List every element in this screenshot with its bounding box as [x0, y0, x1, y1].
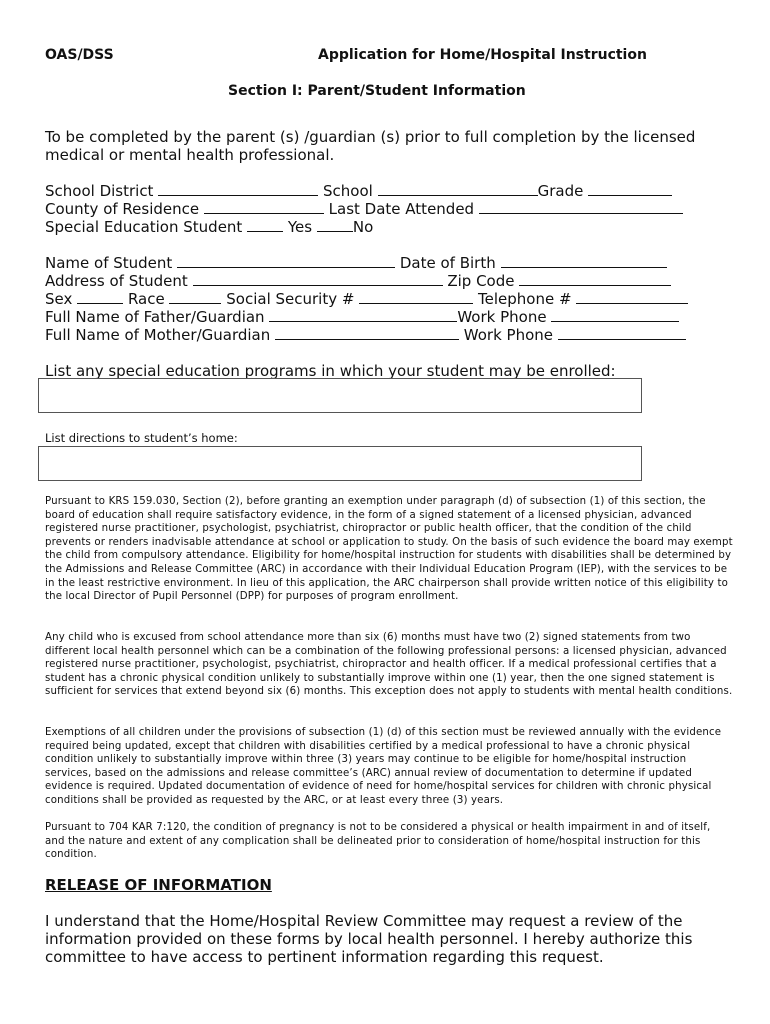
dob-label: Date of Birth: [399, 254, 496, 272]
release-text: I understand that the Home/Hospital Review Committee may request a review of the information provided on these forms by local health personnel. I hereby authorize this committee to have access to pertinent information regarding this request.: [45, 912, 693, 966]
row-mother: [45, 325, 686, 344]
legal-paragraph-1: Pursuant to KRS 159.030, Section (2), before granting an exemption under paragraph (d) of subsection (1) of this section, the board of education shall require satisfactory evidence, in the form of a signed statement of a licensed physician, advanced registered nurse practitioner, psychologist, psychiatrist, chiropractor or public health officer, that the condition of the child prevents or renders inadvisable attendance at school or application to study. On the basis of such evidence the board may exempt the child from compulsory attendance. Eligibility for home/hospital instruction for students with disabilities shall be determined by the Admissions and Release Committee (ARC) in accordance with their Individual Education Program (IEP), with the services to be in the least restrictive environment. In lieu of this application, the ARC chairperson shall provide written notice of this eligibility to the local Director of Pupil Personnel (DPP) for purposes of program enrollment.: [45, 496, 733, 603]
school-district-label: School District: [45, 182, 154, 200]
directions-box[interactable]: [38, 446, 642, 481]
school-district-blank[interactable]: [158, 181, 318, 196]
race-label: Race: [127, 290, 165, 308]
student-name-blank[interactable]: [177, 253, 395, 268]
dob-blank[interactable]: [501, 253, 667, 268]
legal-paragraph-3: Exemptions of all children under the provisions of subsection (1) (d) of this section must be reviewed annually with the evidence required being updated, except that children with disabilities certified by a medical professional to have a chronic physical condition unlikely to substantially improve within three (3) years may continue to be eligible for home/hospital instruction services, based on the admissions and release committee’s (ARC) annual review of documentation to determine if updated evidence is required. Updated documentation of evidence of need for home/hospital services for children with chronic physical conditions shall be provided as requested by the ARC, or at least every three (3) years.: [45, 727, 722, 806]
yes-label: Yes: [287, 218, 313, 236]
form-title: Application for Home/Hospital Instruction: [318, 47, 647, 63]
father-label: Full Name of Father/Guardian: [45, 308, 265, 326]
row-county: [45, 199, 683, 218]
county-blank[interactable]: [204, 199, 324, 214]
yes-blank[interactable]: [247, 217, 283, 232]
legal-paragraph-4: Pursuant to 704 KAR 7:120, the condition of pregnancy is not to be considered a physical or health impairment in and of itself, and the nature and extent of any complication shall be delineated prior to consideration of home/hospital instruction for this condition.: [45, 822, 711, 861]
zip-blank[interactable]: [519, 271, 671, 286]
telephone-label: Telephone #: [478, 290, 572, 308]
grade-blank[interactable]: [588, 181, 672, 196]
mother-work-phone-blank[interactable]: [558, 325, 686, 340]
zip-label: Zip Code: [447, 272, 515, 290]
row-school: [45, 181, 672, 200]
telephone-blank[interactable]: [576, 289, 688, 304]
programs-box[interactable]: [38, 378, 642, 413]
sex-label: Sex: [45, 290, 73, 308]
grade-label: Grade: [537, 182, 584, 200]
father-work-phone-blank[interactable]: [551, 307, 679, 322]
mother-label: Full Name of Mother/Guardian: [45, 326, 271, 344]
row-father: [45, 307, 679, 326]
intro-text: To be completed by the parent (s) /guardian (s) prior to full completion by the licensed medical or mental health professional.: [45, 128, 696, 164]
mother-blank[interactable]: [275, 325, 459, 340]
race-blank[interactable]: [169, 289, 221, 304]
ssn-label: Social Security #: [226, 290, 355, 308]
no-label: No: [352, 218, 374, 236]
student-name-label: Name of Student: [45, 254, 173, 272]
sex-blank[interactable]: [77, 289, 123, 304]
org-label: OAS/DSS: [45, 47, 114, 63]
father-blank[interactable]: [269, 307, 457, 322]
row-special-ed: [45, 217, 373, 236]
school-blank[interactable]: [378, 181, 538, 196]
last-attended-label: Last Date Attended: [328, 200, 475, 218]
last-attended-blank[interactable]: [479, 199, 683, 214]
address-label: Address of Student: [45, 272, 188, 290]
row-name: [45, 253, 667, 272]
father-work-phone-label: Work Phone: [457, 308, 547, 326]
no-blank[interactable]: [317, 217, 353, 232]
county-label: County of Residence: [45, 200, 200, 218]
directions-label: List directions to student’s home:: [45, 431, 238, 445]
row-demographics: [45, 289, 688, 308]
legal-paragraph-2: Any child who is excused from school attendance more than six (6) months must have two (2) signed statements from two different local health personnel which can be a combination of the following professional persons: a licensed physician, advanced registered nurse practitioner, psychologist, psychiatrist, chiropractor and health officer. If a medical professional certifies that a student has a chronic physical condition unlikely to substantially improve within one (1) year, then the one signed statement is sufficient for services that extend beyond six (6) months. This exception does not apply to students with mental health conditions.: [45, 632, 733, 698]
school-label: School: [323, 182, 373, 200]
programs-label: List any special education programs in which your student may be enrolled:: [45, 362, 616, 380]
mother-work-phone-label: Work Phone: [463, 326, 554, 344]
section-title: Section I: Parent/Student Information: [228, 83, 526, 99]
address-blank[interactable]: [193, 271, 443, 286]
row-address: [45, 271, 671, 290]
release-title: RELEASE OF INFORMATION: [45, 876, 272, 894]
ssn-blank[interactable]: [359, 289, 473, 304]
special-ed-label: Special Education Student: [45, 218, 243, 236]
